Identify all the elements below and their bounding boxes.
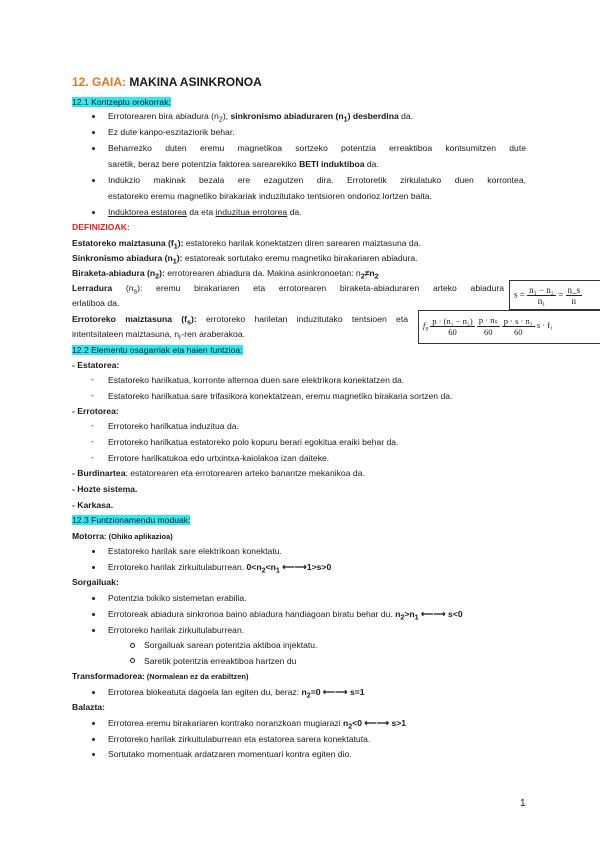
list-item: Errotoreko harilkatua induzitua da. (108, 421, 239, 431)
bullet-icon (92, 722, 95, 725)
list-item: Errotorea eremu birakariaren kontrako noranzkoan mugiarazi $n_2<0$ ⟵⟶ s>1 (108, 718, 407, 731)
bullet-icon (92, 738, 95, 741)
sub-list-item: Saretik potentzia erreaktiboa hartzen du (144, 656, 297, 666)
dash-icon: - (91, 420, 94, 430)
dash-icon: - (91, 374, 94, 384)
dash-icon: - (91, 452, 94, 462)
slip-formula: s = $\frac{\text{n₁ − n₂}}{\text{n₁}}$ = $\frac{n\_s}{n}$ (509, 280, 600, 310)
definitions-heading: DEFINIZIOAK: (72, 222, 130, 232)
sorgailuak-label: Sorgailuak: (72, 577, 119, 587)
hozte-item: - Hozte sistema. (72, 484, 138, 494)
bullet-icon (92, 613, 95, 616)
bullet-icon (92, 629, 95, 632)
list-item: Indukzio makinak bezala ere ezagutzen dira. Errotoretik zirkulatuko duen korrontea, (108, 175, 526, 185)
list-item-continuation: estatoreko eremu magnetiko birakariak induzitutako tentsioren ondorioz lortzen baita. (108, 191, 432, 201)
list-item: Errotoreko harilak zirkuitulaburrean eta estatorea sarera konektatuta. (108, 734, 371, 744)
hollow-bullet-icon (130, 658, 135, 663)
bullet-icon (92, 115, 95, 118)
bullet-icon (92, 211, 95, 214)
karkasa-item: - Karkasa. (72, 500, 114, 510)
list-item: Errotore harilkatukoa edo urtxintxa-kaiolakoa izan daiteke. (108, 453, 330, 463)
definition-slip: Lerradura $(n_s)$: eremu birakariaren eta errotorearen biraketa-abiaduraren arteko abiadura (72, 283, 505, 296)
bullet-icon (92, 597, 95, 600)
list-item: Ez dute kanpo-eszitaziorik behar. (108, 127, 235, 137)
bullet-icon (92, 691, 95, 694)
list-item: Errotoreko harilak zirkuitulaburrean. (108, 625, 245, 635)
list-item: Errotorea blokeatuta dagoela lan egiten du, beraz: $n_2=0$ ⟵⟶ s=1 (108, 687, 365, 700)
section-12-2-heading: 12.2 Elementu osagarriak eta haien funtzioa: (72, 345, 243, 355)
bullet-icon (92, 566, 95, 569)
page-title (72, 76, 262, 88)
list-item: Errotoreak abiadura sinkronoa baino abiadura handiagoan biratu behar du. $n_2>n_1$ ⟵⟶ s<0 (108, 609, 463, 622)
bullet-icon (92, 550, 95, 553)
sub-list-item: Sorgailuak sarean potentzia aktiboa injektatu. (144, 640, 318, 650)
list-item: Sortutako momentuak ardatzaren momentuari kontra egiten dio. (108, 749, 352, 759)
list-item-continuation: saretik, beraz bere potentzia faktorea sarearekiko BETI induktiboa da. (108, 159, 379, 169)
motorra-label: Motorra: (Ohiko aplikazioa) (72, 531, 173, 541)
bullet-icon (92, 753, 95, 756)
burdinartea-item: - Burdinartea: estatorearen eta errotorearen arteko banantze mekanikoa da. (72, 468, 365, 478)
bullet-icon (92, 179, 95, 182)
section-12-3-heading: 12.3 Funtzionamendu moduak: (72, 515, 191, 525)
page-number: 1 (520, 798, 526, 809)
hollow-bullet-icon (130, 643, 135, 648)
section-12-1-heading: 12.1 Kontzeptu orokorrak: (72, 97, 171, 107)
definition-rotor-frequency-continuation: intentsitateen maiztasuna, $n_r$-ren araberakoa. (72, 329, 245, 342)
definition-stator-frequency: Estatoreko maiztasuna $(f_1)$: estatoreko harilak konektatzen diren sarearen maiztasuna da. (72, 238, 421, 251)
definition-slip-continuation: erlatiboa da. (72, 298, 120, 308)
list-item: Estatoreko harilak sare elektrikoan konektatu. (108, 546, 282, 556)
list-item: Beharrezko duten eremu magnetikoa sortzeko potentzia erreaktiboa kontsumitzen dute (108, 143, 526, 153)
list-item: Errotoreko harilak zirkuitulaburrean. $0<n_2<n_1$ ⟵⟶1>s>0 (108, 562, 332, 575)
estatorea-label: - Estatorea: (72, 360, 120, 370)
list-item: Induktorea estatorea da eta induzitua errotorea da. (108, 207, 302, 217)
list-item: Potentzia txikiko sistemetan erabilia. (108, 593, 247, 603)
dash-icon: - (91, 436, 94, 446)
definition-sync-speed: Sinkronismo abiadura $(n_1)$: estatoreak sortutako eremu magnetiko birakariaren abiadura. (72, 253, 418, 266)
bullet-icon (92, 131, 95, 134)
transformadorea-label: Transformadorea: (Normalean ez da erabiltzen) (72, 671, 249, 681)
list-item: Errotoreko harilkatua estatoreko polo kopuru berari egokitua eraiki behar da. (108, 437, 399, 447)
rotor-frequency-formula: $f_s$ $\frac{\text{p · (n₁ − n₂)}}{60}$ $\frac{\text{p · nₛ}}{60}$ $\frac{\text{p · s · n₁}}{60}$ s · f₁ (418, 310, 600, 344)
definition-rotation-speed: Biraketa-abiadura $(n_2)$: errotorearen abiadura da. Makina asinkronoetan: $n_2\ne n_2$ (72, 268, 379, 281)
definition-rotor-frequency: Errotoreko maiztasuna $(f_s)$: errotoreko hariletan induzitutako tentsioen eta (72, 314, 408, 327)
list-item: Estatoreko harilkatua sare trifasikora konektatzean, eremu magnetiko birakaria sortzen da. (108, 391, 453, 401)
balazta-label: Balazta: (72, 702, 105, 712)
dash-icon: - (91, 390, 94, 400)
list-item: Errotorearen bira abiadura $(n_2)$, sinkronismo abiaduraren $(n_1)$ desberdina da. (108, 111, 414, 124)
bullet-icon (92, 147, 95, 150)
list-item: Estatoreko harilkatua, korronte alternoa duen sare elektrikora konektatzen da. (108, 375, 405, 385)
title-number: 12. GAIA: (72, 75, 127, 89)
title-text: MAKINA ASINKRONOA (129, 75, 262, 89)
errotorea-label: - Errotorea: (72, 406, 119, 416)
